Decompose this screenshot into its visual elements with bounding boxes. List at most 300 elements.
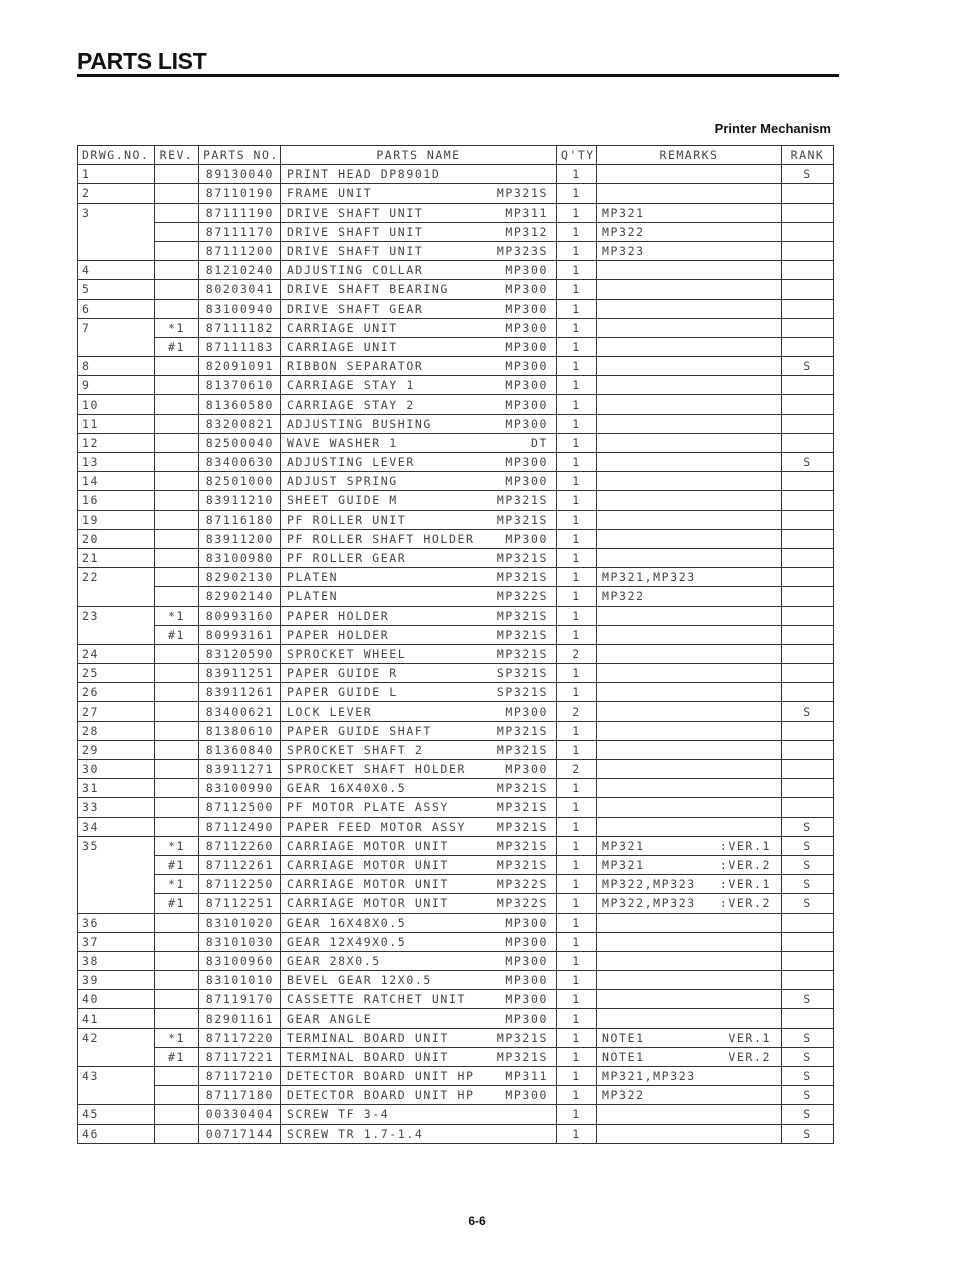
cell-remarks	[597, 203, 782, 222]
cell-qty: 1	[557, 875, 597, 894]
cell-rank	[782, 318, 834, 337]
cell-parts-name	[281, 184, 557, 203]
cell-parts-no: 81370610	[199, 376, 281, 395]
table-row	[78, 184, 834, 203]
part-name: DRIVE SHAFT UNIT	[287, 244, 424, 259]
cell-parts-no: 87111183	[199, 337, 281, 356]
cell-remarks	[597, 395, 782, 414]
part-model: MP311	[505, 205, 548, 220]
cell-parts-name	[281, 165, 557, 184]
cell-rank	[782, 606, 834, 625]
part-name: DRIVE SHAFT UNIT	[287, 224, 424, 239]
cell-rev: #1	[155, 894, 199, 913]
cell-qty: 1	[557, 1105, 597, 1124]
cell-rank	[782, 337, 834, 356]
cell-rev: #1	[155, 1047, 199, 1066]
remarks-version: :VER.2	[719, 896, 771, 911]
cell-parts-name	[281, 683, 557, 702]
cell-parts-name	[281, 510, 557, 529]
part-name: TERMINAL BOARD UNIT	[287, 1030, 449, 1045]
cell-rev	[155, 990, 199, 1009]
part-model: MP300	[505, 1088, 548, 1103]
cell-rev	[155, 241, 199, 260]
table-row	[78, 1105, 834, 1124]
cell-rank: S	[782, 702, 834, 721]
cell-parts-name	[281, 664, 557, 683]
cell-drwg-no: 3	[78, 203, 155, 222]
cell-remarks	[597, 779, 782, 798]
cell-parts-no: 80993160	[199, 606, 281, 625]
cell-remarks	[597, 760, 782, 779]
header-rev: REV.	[155, 146, 199, 165]
remarks-main: MP323	[602, 244, 645, 259]
header-rank: RANK	[782, 146, 834, 165]
cell-rev	[155, 414, 199, 433]
cell-rank: S	[782, 990, 834, 1009]
cell-drwg-no: 14	[78, 472, 155, 491]
cell-parts-no: 00330404	[199, 1105, 281, 1124]
cell-rank	[782, 529, 834, 548]
cell-rank	[782, 510, 834, 529]
part-model: MP300	[505, 263, 548, 278]
part-name: PLATEN	[287, 589, 339, 604]
cell-drwg-no: 2	[78, 184, 155, 203]
table-row	[78, 894, 834, 913]
cell-parts-name	[281, 1124, 557, 1143]
cell-drwg-no: 11	[78, 414, 155, 433]
cell-drwg-no: 5	[78, 280, 155, 299]
part-model: DT	[530, 435, 548, 450]
cell-parts-no: 83911251	[199, 664, 281, 683]
remarks-main: MP322,MP323	[602, 896, 696, 911]
cell-parts-no: 83101030	[199, 932, 281, 951]
cell-remarks	[597, 855, 782, 874]
cell-drwg-no: 16	[78, 491, 155, 510]
cell-parts-no: 87111170	[199, 222, 281, 241]
cell-parts-no: 87111200	[199, 241, 281, 260]
cell-rank: S	[782, 817, 834, 836]
part-model: MP300	[505, 1011, 548, 1026]
cell-parts-name	[281, 951, 557, 970]
cell-rank: S	[782, 894, 834, 913]
cell-qty: 1	[557, 1067, 597, 1086]
part-name: ADJUSTING LEVER	[287, 455, 415, 470]
cell-qty: 1	[557, 357, 597, 376]
part-model: MP321S	[496, 742, 548, 757]
cell-parts-name	[281, 587, 557, 606]
part-name: BEVEL GEAR 12X0.5	[287, 973, 432, 988]
part-name: PF ROLLER GEAR	[287, 551, 407, 566]
cell-drwg-no: 41	[78, 1009, 155, 1028]
cell-remarks	[597, 990, 782, 1009]
cell-parts-no: 80203041	[199, 280, 281, 299]
cell-remarks	[597, 817, 782, 836]
cell-parts-name	[281, 606, 557, 625]
table-row	[78, 510, 834, 529]
cell-parts-no: 83120590	[199, 644, 281, 663]
cell-rank	[782, 683, 834, 702]
table-row	[78, 568, 834, 587]
cell-drwg-no: 31	[78, 779, 155, 798]
cell-drwg-no: 20	[78, 529, 155, 548]
cell-remarks	[597, 951, 782, 970]
cell-remarks	[597, 798, 782, 817]
part-model: MP321S	[496, 781, 548, 796]
cell-parts-no: 87116180	[199, 510, 281, 529]
cell-qty: 1	[557, 740, 597, 759]
part-model: MP321S	[496, 186, 548, 201]
cell-parts-name	[281, 798, 557, 817]
cell-qty: 1	[557, 990, 597, 1009]
cell-rev	[155, 395, 199, 414]
table-row	[78, 433, 834, 452]
cell-parts-no: 87117220	[199, 1028, 281, 1047]
cell-remarks	[597, 894, 782, 913]
table-header-row	[78, 146, 834, 165]
cell-remarks	[597, 222, 782, 241]
table-row	[78, 1124, 834, 1143]
cell-rev	[155, 491, 199, 510]
cell-parts-no: 83100960	[199, 951, 281, 970]
part-model: MP300	[505, 704, 548, 719]
cell-drwg-no	[78, 337, 155, 356]
cell-rev	[155, 817, 199, 836]
remarks-version: VER.2	[728, 1049, 771, 1064]
part-model: MP300	[505, 474, 548, 489]
cell-drwg-no: 27	[78, 702, 155, 721]
cell-rev	[155, 165, 199, 184]
cell-qty: 2	[557, 702, 597, 721]
cell-drwg-no: 24	[78, 644, 155, 663]
cell-drwg-no: 8	[78, 357, 155, 376]
cell-rank	[782, 280, 834, 299]
cell-parts-no: 83100990	[199, 779, 281, 798]
part-name: SPROCKET WHEEL	[287, 646, 407, 661]
cell-remarks	[597, 913, 782, 932]
cell-drwg-no: 12	[78, 433, 155, 452]
cell-qty: 1	[557, 951, 597, 970]
cell-rank	[782, 932, 834, 951]
remarks-main: MP322	[602, 589, 645, 604]
cell-drwg-no: 39	[78, 971, 155, 990]
cell-parts-no: 87117221	[199, 1047, 281, 1066]
part-name: ADJUSTING BUSHING	[287, 416, 432, 431]
cell-qty: 1	[557, 855, 597, 874]
cell-qty: 1	[557, 913, 597, 932]
cell-drwg-no	[78, 875, 155, 894]
cell-parts-no: 83911200	[199, 529, 281, 548]
table-row	[78, 606, 834, 625]
part-model: MP321S	[496, 858, 548, 873]
part-model: MP300	[505, 397, 548, 412]
cell-rank	[782, 913, 834, 932]
cell-remarks	[597, 299, 782, 318]
cell-rev	[155, 951, 199, 970]
cell-qty: 1	[557, 836, 597, 855]
table-row	[78, 261, 834, 280]
cell-parts-name	[281, 376, 557, 395]
page-number: 6-6	[468, 1214, 486, 1228]
part-model: MP300	[505, 455, 548, 470]
remarks-main: MP322	[602, 1088, 645, 1103]
table-row	[78, 817, 834, 836]
cell-rev	[155, 721, 199, 740]
cell-remarks	[597, 318, 782, 337]
cell-rank: S	[782, 875, 834, 894]
cell-parts-no: 87110190	[199, 184, 281, 203]
remarks-version: :VER.1	[719, 838, 771, 853]
part-name: DETECTOR BOARD UNIT HP	[287, 1069, 475, 1084]
cell-rank	[782, 740, 834, 759]
table-row	[78, 836, 834, 855]
cell-remarks	[597, 1067, 782, 1086]
cell-rev	[155, 644, 199, 663]
cell-rev	[155, 280, 199, 299]
header-parts-name: PARTS NAME	[281, 146, 557, 165]
part-model: MP322S	[496, 589, 548, 604]
cell-parts-no: 81210240	[199, 261, 281, 280]
cell-parts-name	[281, 1047, 557, 1066]
cell-remarks	[597, 261, 782, 280]
cell-rev	[155, 357, 199, 376]
cell-remarks	[597, 702, 782, 721]
cell-drwg-no: 36	[78, 913, 155, 932]
cell-drwg-no: 46	[78, 1124, 155, 1143]
cell-rev	[155, 1124, 199, 1143]
cell-remarks	[597, 1009, 782, 1028]
cell-parts-name	[281, 568, 557, 587]
part-name: PF ROLLER UNIT	[287, 512, 407, 527]
cell-qty: 1	[557, 1124, 597, 1143]
cell-remarks	[597, 453, 782, 472]
cell-qty: 1	[557, 261, 597, 280]
table-row	[78, 855, 834, 874]
cell-parts-name	[281, 817, 557, 836]
cell-rank	[782, 1009, 834, 1028]
cell-drwg-no: 26	[78, 683, 155, 702]
cell-parts-no: 83101020	[199, 913, 281, 932]
part-name: SHEET GUIDE M	[287, 493, 398, 508]
part-name: PAPER GUIDE L	[287, 685, 398, 700]
cell-remarks	[597, 529, 782, 548]
cell-rev	[155, 299, 199, 318]
cell-remarks	[597, 1086, 782, 1105]
cell-parts-name	[281, 395, 557, 414]
cell-parts-no: 82902130	[199, 568, 281, 587]
remarks-version: VER.1	[728, 1030, 771, 1045]
part-name: PAPER HOLDER	[287, 608, 390, 623]
cell-rank	[782, 760, 834, 779]
cell-drwg-no: 9	[78, 376, 155, 395]
cell-parts-no: 00717144	[199, 1124, 281, 1143]
part-name: GEAR 16X40X0.5	[287, 781, 407, 796]
cell-qty: 1	[557, 1028, 597, 1047]
cell-remarks	[597, 491, 782, 510]
cell-remarks	[597, 836, 782, 855]
cell-drwg-no: 23	[78, 606, 155, 625]
cell-parts-no: 83200821	[199, 414, 281, 433]
cell-parts-no: 87112500	[199, 798, 281, 817]
cell-drwg-no: 42	[78, 1028, 155, 1047]
cell-rank	[782, 241, 834, 260]
cell-rev	[155, 529, 199, 548]
part-model: MP300	[505, 301, 548, 316]
table-row	[78, 913, 834, 932]
cell-remarks	[597, 165, 782, 184]
cell-qty: 1	[557, 241, 597, 260]
cell-drwg-no: 4	[78, 261, 155, 280]
part-name: WAVE WASHER 1	[287, 435, 398, 450]
cell-parts-name	[281, 913, 557, 932]
cell-rank: S	[782, 453, 834, 472]
cell-drwg-no: 29	[78, 740, 155, 759]
cell-rev	[155, 433, 199, 452]
cell-rev	[155, 913, 199, 932]
table-row	[78, 299, 834, 318]
table-row	[78, 798, 834, 817]
cell-rank: S	[782, 855, 834, 874]
cell-drwg-no: 35	[78, 836, 155, 855]
part-model: MP312	[505, 224, 548, 239]
cell-drwg-no: 7	[78, 318, 155, 337]
cell-parts-name	[281, 644, 557, 663]
cell-parts-no: 87112260	[199, 836, 281, 855]
table-row	[78, 951, 834, 970]
cell-parts-name	[281, 1105, 557, 1124]
cell-parts-no: 81360840	[199, 740, 281, 759]
cell-qty: 2	[557, 760, 597, 779]
cell-parts-name	[281, 875, 557, 894]
cell-rank	[782, 721, 834, 740]
part-model: MP321S	[496, 512, 548, 527]
part-name: DRIVE SHAFT UNIT	[287, 205, 424, 220]
cell-parts-no: 87117210	[199, 1067, 281, 1086]
cell-remarks	[597, 1047, 782, 1066]
cell-parts-name	[281, 548, 557, 567]
cell-parts-no: 87119170	[199, 990, 281, 1009]
part-model: MP311	[505, 1069, 548, 1084]
part-model: MP321S	[496, 1049, 548, 1064]
part-model: MP300	[505, 762, 548, 777]
part-name: ADJUSTING COLLAR	[287, 263, 424, 278]
cell-drwg-no	[78, 625, 155, 644]
table-row	[78, 702, 834, 721]
part-name: CARRIAGE MOTOR UNIT	[287, 858, 449, 873]
part-name: PAPER FEED MOTOR ASSY	[287, 819, 466, 834]
cell-parts-no: 82500040	[199, 433, 281, 452]
cell-qty: 1	[557, 280, 597, 299]
part-model: MP300	[505, 282, 548, 297]
cell-remarks	[597, 548, 782, 567]
cell-drwg-no: 43	[78, 1067, 155, 1086]
part-model: MP323S	[496, 244, 548, 259]
part-name: DRIVE SHAFT GEAR	[287, 301, 424, 316]
cell-rev	[155, 779, 199, 798]
cell-qty: 1	[557, 568, 597, 587]
cell-parts-name	[281, 241, 557, 260]
part-model: SP321S	[496, 685, 548, 700]
cell-drwg-no	[78, 894, 155, 913]
header-remarks: REMARKS	[597, 146, 782, 165]
cell-drwg-no: 33	[78, 798, 155, 817]
remarks-version: :VER.2	[719, 858, 771, 873]
table-row	[78, 587, 834, 606]
cell-parts-name	[281, 990, 557, 1009]
part-model: MP300	[505, 953, 548, 968]
part-name: TERMINAL BOARD UNIT	[287, 1049, 449, 1064]
cell-remarks	[597, 357, 782, 376]
part-model: MP300	[505, 992, 548, 1007]
part-name: CARRIAGE STAY 2	[287, 397, 415, 412]
cell-parts-name	[281, 855, 557, 874]
cell-rank: S	[782, 357, 834, 376]
cell-parts-name	[281, 1067, 557, 1086]
part-model: MP300	[505, 359, 548, 374]
part-model: MP321S	[496, 819, 548, 834]
cell-parts-name	[281, 1086, 557, 1105]
cell-rev: #1	[155, 855, 199, 874]
cell-parts-no: 83400621	[199, 702, 281, 721]
cell-remarks	[597, 184, 782, 203]
part-model: MP300	[505, 915, 548, 930]
remarks-main: MP321,MP323	[602, 1069, 696, 1084]
cell-rev	[155, 453, 199, 472]
cell-rank	[782, 433, 834, 452]
cell-remarks	[597, 376, 782, 395]
cell-qty: 1	[557, 414, 597, 433]
cell-qty: 1	[557, 433, 597, 452]
part-model: MP300	[505, 416, 548, 431]
table-row	[78, 337, 834, 356]
cell-rev	[155, 1086, 199, 1105]
cell-rank	[782, 548, 834, 567]
cell-qty: 1	[557, 1086, 597, 1105]
remarks-main: MP321	[602, 205, 645, 220]
cell-parts-name	[281, 702, 557, 721]
cell-parts-name	[281, 529, 557, 548]
cell-parts-no: 80993161	[199, 625, 281, 644]
part-model: MP322S	[496, 896, 548, 911]
cell-rev: *1	[155, 836, 199, 855]
part-name: SPROCKET SHAFT HOLDER	[287, 762, 466, 777]
cell-qty: 1	[557, 472, 597, 491]
cell-rev: *1	[155, 318, 199, 337]
part-name: DETECTOR BOARD UNIT HP	[287, 1088, 475, 1103]
remarks-main: MP322	[602, 224, 645, 239]
cell-rev	[155, 568, 199, 587]
cell-parts-name	[281, 357, 557, 376]
cell-drwg-no: 40	[78, 990, 155, 1009]
cell-qty: 1	[557, 184, 597, 203]
cell-rank	[782, 472, 834, 491]
cell-qty: 1	[557, 376, 597, 395]
part-name: FRAME UNIT	[287, 186, 373, 201]
cell-parts-name	[281, 625, 557, 644]
cell-remarks	[597, 971, 782, 990]
cell-drwg-no	[78, 222, 155, 241]
cell-rev	[155, 971, 199, 990]
cell-drwg-no: 30	[78, 760, 155, 779]
cell-rev	[155, 1105, 199, 1124]
table-row	[78, 491, 834, 510]
cell-remarks	[597, 740, 782, 759]
cell-qty: 1	[557, 337, 597, 356]
cell-qty: 1	[557, 548, 597, 567]
cell-qty: 1	[557, 625, 597, 644]
cell-parts-no: 87117180	[199, 1086, 281, 1105]
table-row	[78, 529, 834, 548]
cell-parts-name	[281, 337, 557, 356]
